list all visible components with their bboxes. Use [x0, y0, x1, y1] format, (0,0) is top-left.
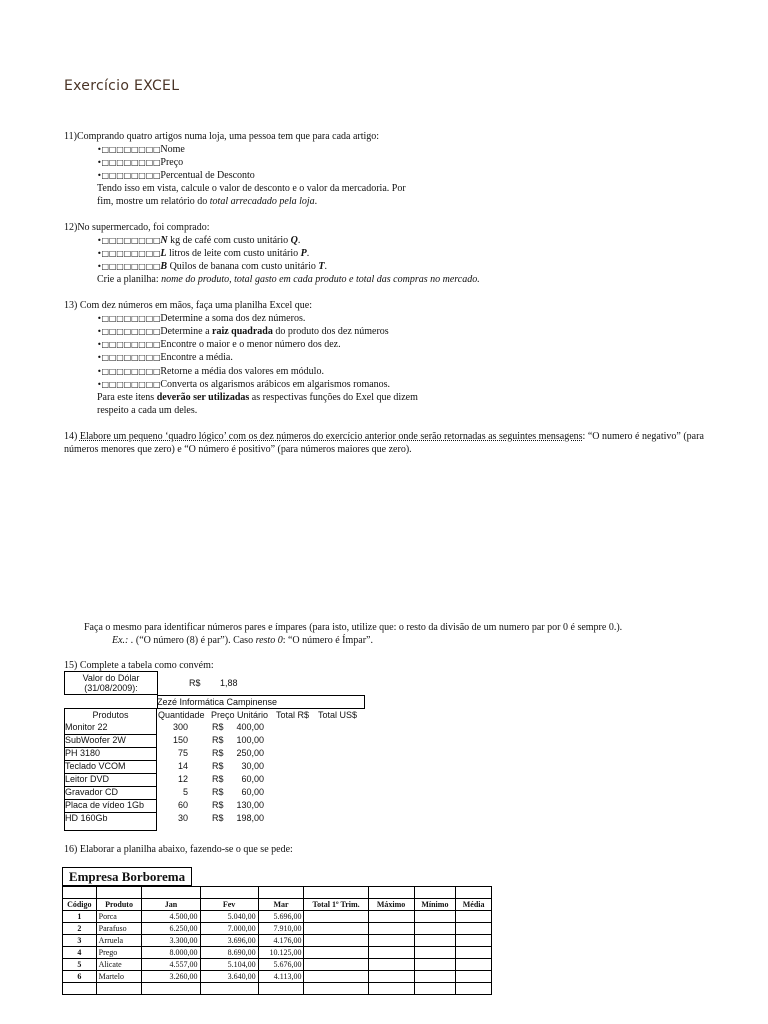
empty-cell	[414, 971, 456, 983]
column-header: Código	[63, 899, 97, 911]
cell-produto: Porca	[96, 911, 142, 923]
table-row	[63, 923, 492, 935]
column-header: Total 1º Trim.	[304, 899, 368, 911]
row-divider	[64, 734, 157, 735]
row-divider	[64, 773, 157, 774]
empty-cell	[456, 923, 492, 935]
company-title: Empresa Borborema	[62, 867, 192, 886]
product-name: HD 160Gb	[65, 813, 108, 823]
product-name: Leitor DVD	[65, 774, 110, 784]
price-currency: R$	[212, 735, 224, 745]
q14-paragraph: Faça o mesmo para identificar números pares e ímpares (para isto, utilize que: o resto da divisão de um numero par por 0 é sempre 0.).	[84, 622, 623, 633]
product-price: 60,00	[241, 787, 264, 797]
price-currency: R$	[212, 748, 224, 758]
cell-produto: Arruela	[96, 935, 142, 947]
bullet-icon: •□□□□□□□□	[97, 367, 161, 376]
column-header: Mínimo	[414, 899, 456, 911]
q12-text: Crie a planilha: nome do produto, total gasto em cada produto e total das compras no mercado.	[97, 274, 480, 285]
q13-item: •□□□□□□□□Determine a soma dos dez números.	[97, 313, 306, 324]
q13-item: •□□□□□□□□Encontre o maior e o menor número dos dez.	[97, 339, 341, 350]
dollar-label-box	[64, 671, 158, 695]
bullet-icon: •□□□□□□□□	[97, 380, 161, 389]
empty-cell	[456, 911, 492, 923]
product-quantity: 60	[177, 800, 188, 810]
page-title: Exercício EXCEL	[64, 78, 180, 94]
price-currency: R$	[212, 774, 224, 784]
column-header: Máximo	[368, 899, 414, 911]
q11-text: fim, mostre um relatório do total arrecadado pela loja.	[97, 196, 318, 207]
column-header: Média	[456, 899, 492, 911]
cell-produto: Parafuso	[96, 923, 142, 935]
empty-cell	[304, 959, 368, 971]
cell-jan: 8.000,00	[142, 947, 200, 959]
cell-fev: 5.104,00	[200, 959, 258, 971]
cell-jan: 4.500,00	[142, 911, 200, 923]
product-quantity: 150	[172, 735, 188, 745]
empty-cell	[368, 959, 414, 971]
cell-codigo: 1	[63, 911, 97, 923]
table-row	[63, 947, 492, 959]
price-currency: R$	[212, 813, 224, 823]
q12-item: •□□□□□□□□N kg de café com custo unitário Q.	[97, 235, 301, 246]
bullet-icon: •□□□□□□□□	[97, 249, 161, 258]
product-name: PH 3180	[65, 748, 101, 758]
q14-text: 14) Elabore um pequeno ‘quadro lógico’ com os dez números do exercício anterior onde serão retornadas as seguintes mensagens: “O numero é negativo” (para números menores que zero) e “O número é positivo” (para números maiores que zero).	[64, 431, 704, 455]
q14-example: Ex.: . (“O número (8) é par”). Caso resto 0: “O número é Ímpar”.	[112, 635, 373, 646]
table-row	[63, 959, 492, 971]
price-currency: R$	[212, 800, 224, 810]
cell-codigo: 5	[63, 959, 97, 971]
q13-text: Para este itens deverão ser utilizadas as respectivas funções do Exel que dizem	[97, 392, 418, 403]
empty-cell	[456, 971, 492, 983]
q13-intro: 13) Com dez números em mãos, faça uma planilha Excel que:	[64, 300, 312, 311]
q13-item: •□□□□□□□□Retorne a média dos valores em módulo.	[97, 366, 324, 377]
product-price: 130,00	[236, 800, 264, 810]
dollar-label: Valor do Dólar	[82, 673, 140, 683]
empty-cell	[456, 959, 492, 971]
product-name: Monitor 22	[65, 722, 108, 732]
product-price: 100,00	[236, 735, 264, 745]
product-price: 400,00	[236, 722, 264, 732]
q12-item: •□□□□□□□□L litros de leite com custo unitário P.	[97, 248, 310, 259]
product-quantity: 300	[172, 722, 188, 732]
table-row	[63, 935, 492, 947]
empty-cell	[304, 923, 368, 935]
bullet-icon: •□□□□□□□□	[97, 145, 161, 154]
q16-intro: 16) Elaborar a planilha abaixo, fazendo-se o que se pede:	[64, 844, 293, 855]
product-name: Gravador CD	[65, 787, 119, 797]
cell-mar: 7.910,00	[258, 923, 304, 935]
q13-item: •□□□□□□□□Converta os algarismos arábicos em algarismos romanos.	[97, 379, 391, 390]
empty-cell	[456, 935, 492, 947]
cell-codigo: 3	[63, 935, 97, 947]
q15-intro: 15) Complete a tabela como convém:	[64, 660, 214, 671]
bullet-icon: •□□□□□□□□	[97, 353, 161, 362]
empty-cell	[414, 935, 456, 947]
empty-cell	[304, 935, 368, 947]
empty-cell	[414, 911, 456, 923]
dollar-currency: R$	[189, 678, 201, 688]
q13-text: respeito a cada um deles.	[97, 405, 198, 416]
price-currency: R$	[212, 787, 224, 797]
empty-cell	[414, 923, 456, 935]
header-produtos: Produtos	[92, 710, 129, 720]
q11-intro: 11)Comprando quatro artigos numa loja, uma pessoa tem que para cada artigo:	[64, 131, 380, 142]
empty-cell	[456, 947, 492, 959]
q12-item: •□□□□□□□□B Quilos de banana com custo unitário T.	[97, 261, 328, 272]
empty-cell	[414, 959, 456, 971]
cell-fev: 3.696,00	[200, 935, 258, 947]
q11-item: •□□□□□□□□Preço	[97, 157, 184, 168]
borborema-grid	[62, 886, 492, 995]
product-name: Placa de vídeo 1Gb	[65, 800, 145, 810]
header-quantidade: Quantidade	[158, 710, 205, 720]
cell-produto: Prego	[96, 947, 142, 959]
cell-jan: 3.260,00	[142, 971, 200, 983]
bullet-icon: •□□□□□□□□	[97, 340, 161, 349]
empty-cell	[304, 971, 368, 983]
table-row	[63, 911, 492, 923]
cell-mar: 5.696,00	[258, 911, 304, 923]
row-divider	[64, 812, 157, 813]
column-header: Fev	[200, 899, 258, 911]
empty-cell	[368, 935, 414, 947]
product-price: 60,00	[241, 774, 264, 784]
q13-item: •□□□□□□□□Determine a raiz quadrada do produto dos dez números	[97, 326, 389, 337]
column-header: Mar	[258, 899, 304, 911]
header-total-us: Total US$	[318, 710, 358, 720]
bullet-icon: •□□□□□□□□	[97, 236, 161, 245]
empty-cell	[304, 947, 368, 959]
bullet-icon: •□□□□□□□□	[97, 314, 161, 323]
company-name: Zezé Informática Campinense	[157, 697, 278, 707]
cell-jan: 6.250,00	[142, 923, 200, 935]
product-price: 250,00	[236, 748, 264, 758]
product-name: Teclado VCOM	[65, 761, 126, 771]
empty-cell	[414, 947, 456, 959]
header-preco: Preço Unitário	[211, 710, 269, 720]
price-currency: R$	[212, 761, 224, 771]
q11-text: Tendo isso em vista, calcule o valor de desconto e o valor da mercadoria. Por	[97, 183, 406, 194]
row-divider	[64, 747, 157, 748]
company-frame	[157, 695, 365, 709]
dollar-value: 1,88	[220, 678, 238, 688]
cell-codigo: 6	[63, 971, 97, 983]
header-total-rs: Total R$	[276, 710, 310, 720]
cell-fev: 5.040,00	[200, 911, 258, 923]
cell-mar: 5.676,00	[258, 959, 304, 971]
cell-codigo: 4	[63, 947, 97, 959]
q12-intro: 12)No supermercado, foi comprado:	[64, 222, 210, 233]
empty-cell	[368, 947, 414, 959]
product-price: 198,00	[236, 813, 264, 823]
cell-fev: 7.000,00	[200, 923, 258, 935]
cell-produto: Alicate	[96, 959, 142, 971]
cell-mar: 4.176,00	[258, 935, 304, 947]
column-header: Jan	[142, 899, 200, 911]
cell-codigo: 2	[63, 923, 97, 935]
bullet-icon: •□□□□□□□□	[97, 171, 161, 180]
product-quantity: 30	[177, 813, 188, 823]
cell-mar: 4.113,00	[258, 971, 304, 983]
cell-produto: Martelo	[96, 971, 142, 983]
q11-item: •□□□□□□□□Nome	[97, 144, 185, 155]
row-divider	[64, 760, 157, 761]
empty-cell	[368, 911, 414, 923]
cell-jan: 4.557,00	[142, 959, 200, 971]
product-quantity: 14	[177, 761, 188, 771]
column-header: Produto	[96, 899, 142, 911]
product-name: SubWoofer 2W	[65, 735, 126, 745]
q13-item: •□□□□□□□□Encontre a média.	[97, 352, 233, 363]
cell-fev: 3.640,00	[200, 971, 258, 983]
empty-cell	[304, 911, 368, 923]
product-quantity: 5	[182, 787, 188, 797]
product-quantity: 12	[177, 774, 188, 784]
row-divider	[64, 799, 157, 800]
bullet-icon: •□□□□□□□□	[97, 327, 161, 336]
cell-fev: 8.690,00	[200, 947, 258, 959]
cell-jan: 3.300,00	[142, 935, 200, 947]
bullet-icon: •□□□□□□□□	[97, 158, 161, 167]
row-divider	[64, 786, 157, 787]
cell-mar: 10.125,00	[258, 947, 304, 959]
price-currency: R$	[212, 722, 224, 732]
table-row	[63, 971, 492, 983]
product-price: 30,00	[241, 761, 264, 771]
bullet-icon: •□□□□□□□□	[97, 262, 161, 271]
dollar-date: (31/08/2009):	[84, 683, 138, 693]
empty-cell	[368, 923, 414, 935]
q11-item: •□□□□□□□□Percentual de Desconto	[97, 170, 255, 181]
empty-cell	[368, 971, 414, 983]
product-quantity: 75	[177, 748, 188, 758]
table-header-row	[63, 899, 492, 911]
